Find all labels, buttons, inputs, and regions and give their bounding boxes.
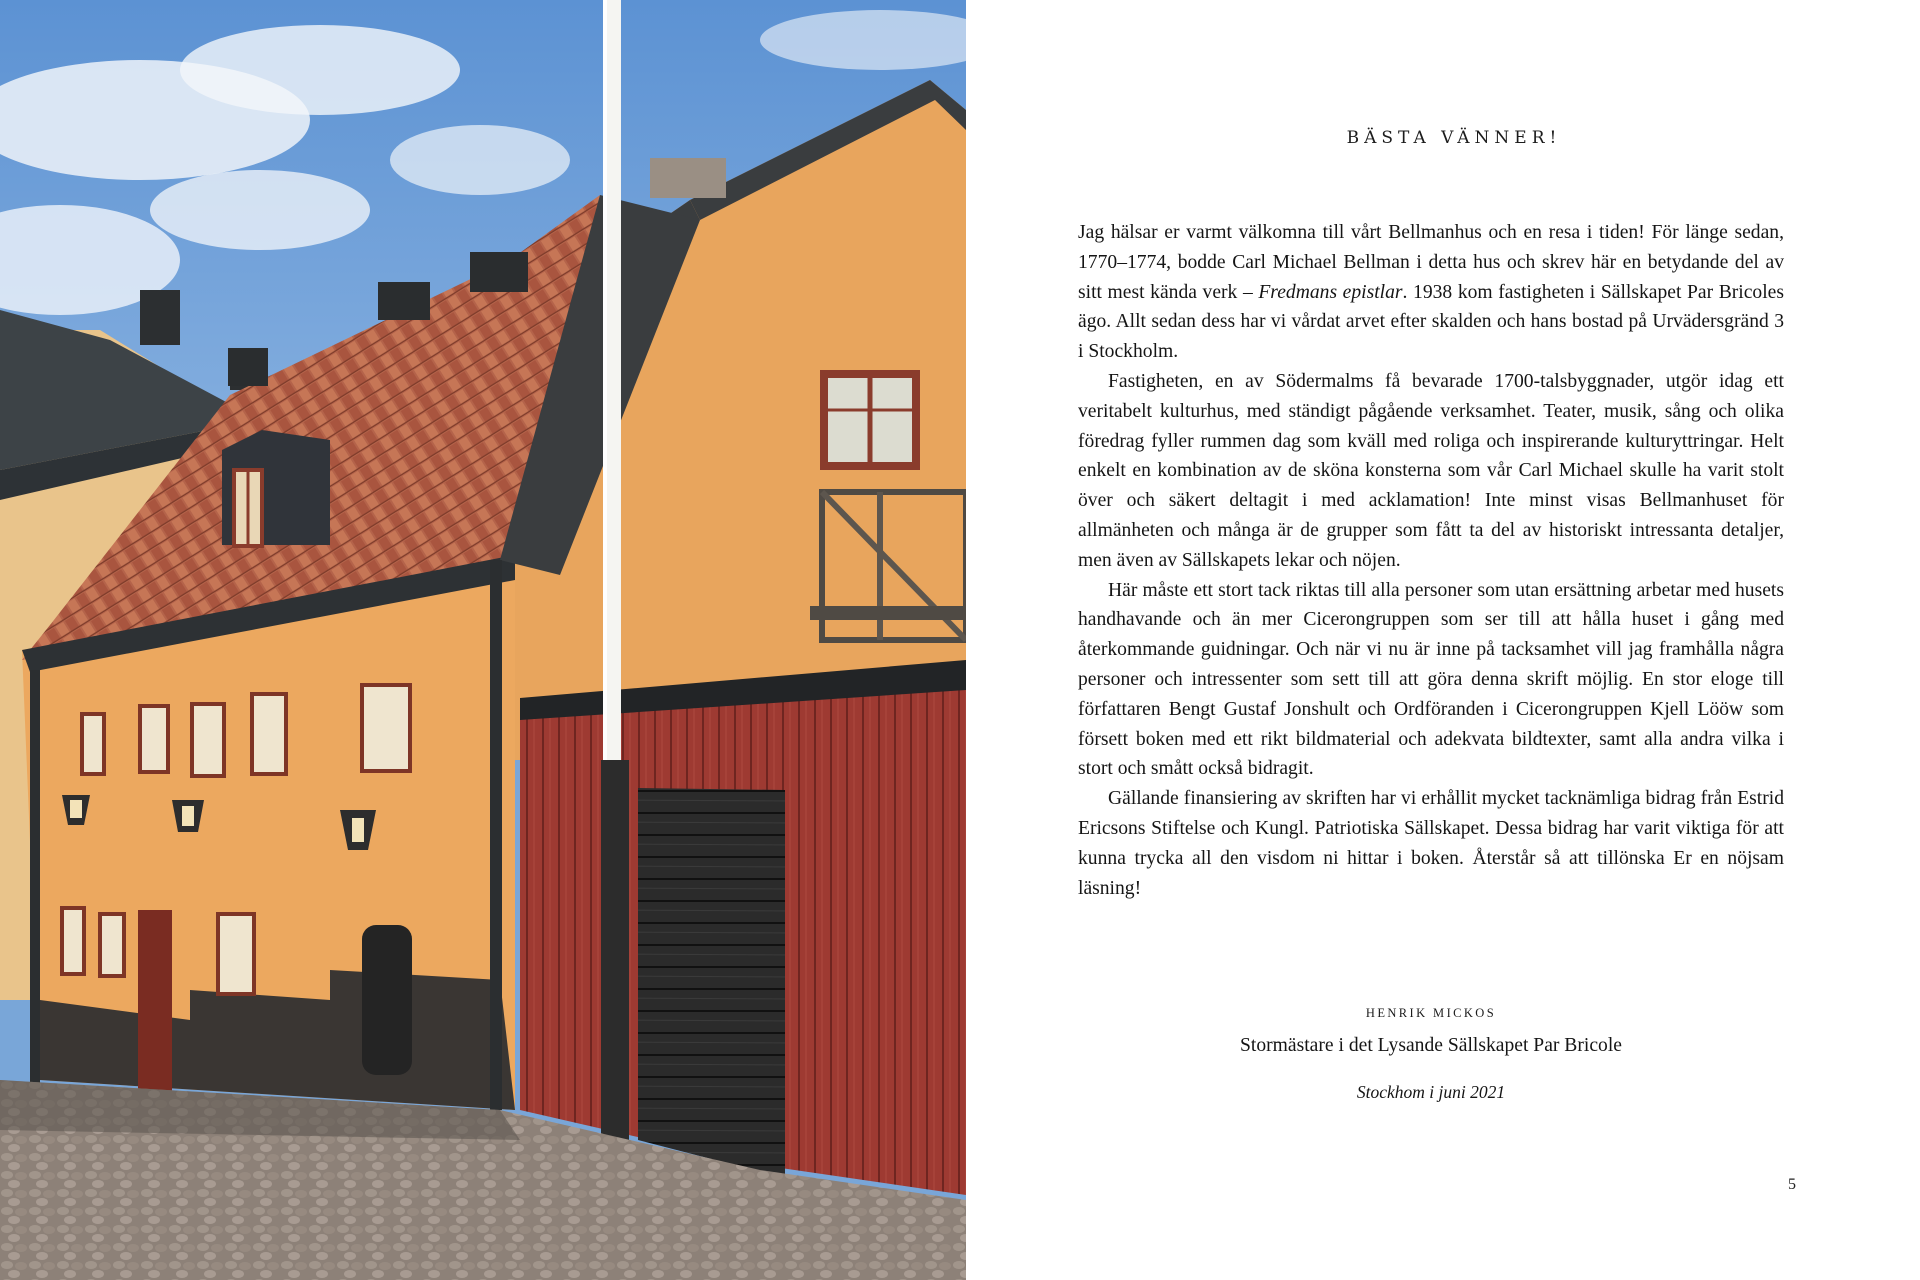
signature-title: Stormästare i det Lysande Sällskapet Par Bricole: [1240, 1035, 1622, 1056]
signature-place-date: Stockhom i juni 2021: [1356, 1082, 1506, 1102]
page-number: 5: [1788, 1176, 1796, 1193]
paragraph-1-end: . 1938 kom fastigheten i Sällskapet Par Bricoles ägo. Allt sedan dess har vi vårdat arvet efter skalden och hans bostad på Urvädersgränd 3 i Stockholm.: [1078, 281, 1784, 363]
page-heading: BÄSTA VÄNNER!: [1346, 128, 1562, 148]
text-page: [966, 0, 1920, 1280]
body-text: [1078, 218, 1784, 903]
paragraph-1-start: Jag hälsar er varmt välkomna till vårt Bellmanhus och en resa i tiden! För länge sedan, 1770–1774, bodde Carl Michael Bellman i detta hus och skrev här en betydande del av sitt mest kända verk –: [1078, 222, 1784, 303]
paragraph-1: [1078, 218, 1784, 367]
book-title-emphasis: Fredmans epistlar: [1258, 281, 1403, 303]
paragraph-3: Här måste ett stort tack riktas till alla personer som utan ersättning arbetar med husets handhavande och än mer Cicerongruppen som ser till att hålla huset i gång med återkommande guidningar. Och när vi nu är inne på tacksamhet vill jag framhålla några personer och intressenter som sett till att göra denna skrift möjlig. En stor eloge till författaren Bengt Gustaf Jonshult och Ordföranden i Cicerongruppen Kjell Lööw som försett boken med ett rikt bildmaterial och adekvata bildtexter, samt alla andra vilka i stort och smått också bidragit.: [1078, 579, 1784, 780]
signature-name: HENRIK MICKOS: [1365, 1006, 1497, 1020]
paragraph-2: Fastigheten, en av Södermalms få bevarade 1700-talsbyggnader, utgör idag ett veritabelt kulturhus, med ständigt pågående verksamhet. Teater, musik, sång och olika föredrag fyller rummen dag som kväll med roliga och inspirerande kulturyttringar. Helt enkelt en kombination av de sköna konsterna som vår Carl Michael skulle ha varit stolt över och säkert deltagit i med acklamation! Inte minst visas Bellmanhuset för allmänheten och många är de grupper som fått ta del av historiskt intressanta detaljer, men även av Sällskapets lekar och nöjen.: [1078, 370, 1784, 571]
paragraph-4: Gällande finansiering av skriften har vi erhållit mycket tacknämliga bidrag från Estrid Ericsons Stiftelse och Kungl. Patriotiska Sällskapet. Dessa bidrag har varit viktiga för att kunna trycka all den visdom ni hittar i boken. Återstår så att tillönska Er en nöjsam läsning!: [1078, 788, 1784, 899]
